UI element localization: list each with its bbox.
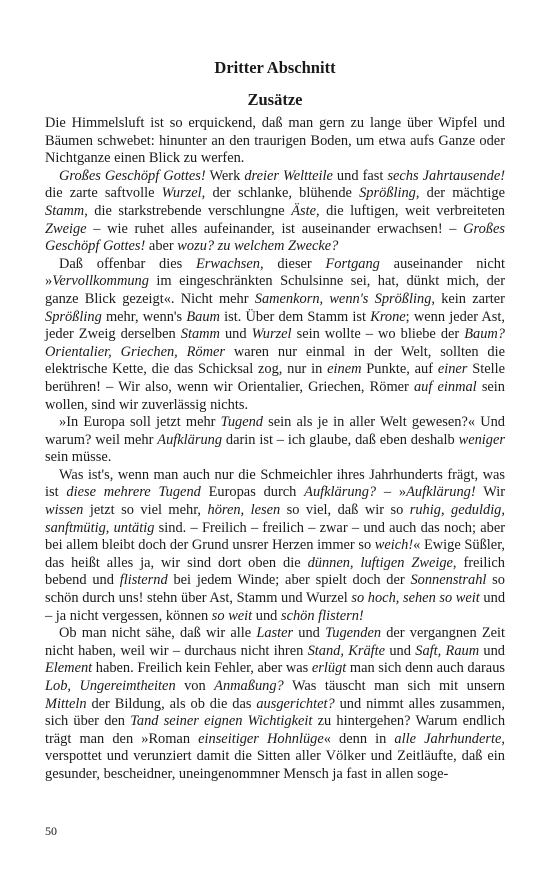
- text-run: – wie ruhet alles aufeinander, ist auseinander erwachsen! –: [86, 220, 464, 237]
- text-run: , die starkstrebende verschlungne: [84, 202, 292, 219]
- paragraph: [45, 115, 505, 168]
- text-run: , die luftigen, weit verbreiteten: [315, 202, 506, 219]
- italic-text: Aufklärung!: [406, 484, 476, 501]
- text-run: Punkte, auf: [361, 361, 438, 378]
- italic-text: ausgerichtet?: [256, 695, 335, 712]
- italic-text: hören, lesen: [207, 502, 281, 519]
- text-run: ist. Über dem Stamm ist: [219, 308, 371, 325]
- italic-text: auf einmal: [413, 378, 477, 395]
- italic-text: einem: [327, 361, 362, 378]
- text-run: Was täuscht man sich mit unsern: [283, 678, 505, 694]
- text-run: Was ist's, wenn man auch nur die Schmeichler ihres Jahrhunderts frägt, was ist: [45, 466, 505, 501]
- italic-text: dünnen, luftigen Zweige: [307, 554, 453, 571]
- italic-text: Element: [45, 660, 93, 677]
- paragraph: [45, 625, 505, 783]
- italic-text: flisternd: [119, 572, 168, 589]
- italic-text: Anmaßung?: [214, 678, 284, 694]
- text-run: haben. Freilich kein Fehler, aber was: [92, 660, 312, 677]
- italic-text: Wurzel: [161, 185, 202, 202]
- text-run: Ob man nicht sähe, daß wir alle: [59, 625, 257, 642]
- text-run: und: [252, 607, 281, 624]
- italic-text: Stamm: [45, 202, 85, 219]
- italic-text: Saft, Raum: [415, 642, 480, 659]
- italic-text: Großes Geschöpf Gottes!: [59, 167, 206, 184]
- italic-text: Tugenden: [325, 625, 382, 642]
- italic-text: Fortgang: [325, 255, 380, 272]
- text-run: im eingeschränkten Schulsinne sei, hat, dünkt mich, der ganze Blick gezeigt«. Nicht mehr: [45, 273, 505, 307]
- text-run: mehr, wenn's: [101, 308, 187, 325]
- section-heading: Dritter Abschnitt: [214, 58, 336, 77]
- italic-text: wissen: [45, 502, 84, 519]
- text-run: sein als je in aller Welt gewesen?« Und warum? weil mehr: [45, 414, 505, 448]
- text-run: der Bildung, als ob die das: [86, 695, 257, 712]
- text-run: die zarte saftvolle: [45, 185, 162, 202]
- italic-text: Äste: [291, 202, 316, 219]
- text-run: , dieser: [259, 255, 326, 272]
- italic-text: Aufklärung?: [304, 484, 377, 501]
- text-run: sein wollte – wo bliebe der: [291, 326, 465, 343]
- body-text: [45, 115, 505, 784]
- italic-text: Tand seiner eignen Wichtigkeit: [130, 713, 313, 730]
- text-run: Stelle berühren! – Wir also, wenn wir Orientalier, Griechen, Römer: [45, 361, 505, 395]
- text-run: , verspottet und verunziert damit die Sitten aller Völker und Zeitläufte, daß ein gesunder, bescheidner, uneingenommner Mensch ja fast in allen soge-: [45, 730, 505, 782]
- text-run: ; wenn jeder Ast, jeder Zweig derselben: [45, 308, 505, 343]
- italic-text: Zweige: [45, 220, 87, 237]
- text-run: Europas durch: [200, 484, 305, 501]
- text-run: und: [219, 326, 252, 343]
- italic-text: Krone: [370, 308, 406, 325]
- italic-text: diese mehrere Tugend: [66, 484, 201, 501]
- italic-text: einer: [437, 361, 468, 378]
- text-run: der vergangnen Zeit nicht haben, weil wir – durchaus nicht ihren: [45, 625, 505, 659]
- text-run: Die Himmelsluft ist so erquickend, daß man gern zu lange über Wipfel und Bäumen schwebet: hinunter an den traurigen Boden, um etwa aufs Ganze oder Nichtganze einen Blick zu werfen.: [45, 115, 505, 167]
- text-run: und: [479, 642, 505, 659]
- text-run: so viel, daß wir so: [280, 502, 410, 519]
- text-run: man sich denn auch daraus: [346, 660, 505, 677]
- text-run: Daß offenbar dies: [59, 255, 197, 272]
- text-run: , der mächtige: [415, 185, 505, 202]
- italic-text: sechs Jahrtausende!: [387, 167, 505, 184]
- italic-text: dreier Weltteile: [244, 167, 333, 184]
- text-run: , freilich bebend und: [45, 554, 505, 589]
- italic-text: so weit: [211, 607, 253, 624]
- italic-text: Erwachsen: [196, 255, 260, 272]
- italic-text: so hoch, sehen so weit: [351, 590, 480, 607]
- paragraph: [45, 414, 505, 467]
- italic-text: Sprößling: [45, 308, 102, 325]
- italic-text: Stand, Kräfte: [307, 642, 386, 659]
- text-run: und: [385, 642, 416, 659]
- section-subheading: Zusätze: [247, 90, 303, 109]
- italic-text: Wurzel: [251, 326, 292, 343]
- text-run: Wir: [475, 484, 506, 501]
- italic-text: schön flistern!: [280, 607, 364, 624]
- text-run: « denn in: [323, 730, 395, 747]
- text-run: von: [175, 678, 215, 694]
- text-run: auseinander nicht »: [45, 255, 505, 290]
- text-run: sein müsse.: [45, 449, 112, 466]
- text-run: aber: [145, 238, 178, 255]
- text-run: jetzt so viel mehr,: [83, 502, 208, 519]
- text-run: und: [293, 625, 326, 642]
- text-run: , der schlanke, blühende: [201, 185, 360, 202]
- italic-text: weich!: [374, 537, 414, 554]
- italic-text: wozu? zu welchem Zwecke?: [177, 238, 339, 255]
- italic-text: Vervollkommung: [52, 273, 149, 290]
- text-run: Werk: [205, 167, 245, 184]
- italic-text: Laster: [256, 625, 294, 642]
- text-run: und – ja nicht vergessen, können: [45, 590, 506, 624]
- italic-text: Lob, Ungereimtheiten: [45, 678, 176, 694]
- paragraph: [45, 256, 505, 414]
- text-run: – »: [376, 484, 407, 501]
- italic-text: einseitiger Hohnlüge: [198, 730, 324, 747]
- italic-text: Mitteln: [45, 695, 87, 712]
- italic-text: Stamm: [180, 326, 220, 343]
- italic-text: ruhig, geduldig, sanftmütig, untätig: [45, 502, 505, 536]
- italic-text: Tugend: [220, 414, 264, 431]
- paragraph: [45, 467, 505, 625]
- italic-text: Sonnenstrahl: [410, 572, 487, 589]
- paragraph: [45, 168, 505, 256]
- text-run: sein wollen, sind wir zuverlässig nichts.: [45, 378, 505, 413]
- italic-text: Baum? Orientalier, Griechen, Römer: [45, 326, 505, 360]
- book-page: [45, 50, 505, 784]
- italic-text: Sprößling: [359, 185, 416, 202]
- italic-text: erlügt: [311, 660, 347, 677]
- page-number: 50: [45, 824, 57, 838]
- text-run: »In Europa soll jetzt mehr: [59, 414, 221, 431]
- italic-text: alle Jahrhunderte: [394, 730, 502, 747]
- italic-text: weniger: [458, 431, 505, 448]
- text-run: und fast: [332, 167, 388, 184]
- italic-text: Großes Geschöpf Gottes!: [45, 220, 505, 255]
- text-run: und nimmt alles zusammen, sich über den: [45, 695, 505, 730]
- text-run: so schön durch uns! stehn über Ast, Stamm und Wurzel: [45, 572, 505, 607]
- text-run: darin ist – ich glaube, daß eben deshalb: [222, 431, 459, 448]
- italic-text: Baum: [186, 308, 220, 325]
- italic-text: Samenkorn, wenn's Sprößling: [254, 290, 432, 307]
- text-run: zu hintergehen? Warum endlich trägt man den »Roman: [45, 713, 506, 747]
- text-run: bei jedem Winde; aber spielt doch der: [167, 572, 411, 589]
- text-run: sind. – Freilich – freilich – zwar – und auch das noch; aber bei allem bleibt doch der Grund unsrer Herzen immer so: [45, 519, 505, 554]
- text-run: « Ewige Süßler, das heißt alles ja, wir sind dort oben die: [45, 537, 506, 571]
- text-run: waren nur einmal in der Welt, sollten die elektrische Kette, die das Schicksal zog, nur in: [45, 343, 505, 378]
- text-run: , kein zarter: [431, 290, 505, 307]
- italic-text: Aufklärung: [157, 431, 223, 448]
